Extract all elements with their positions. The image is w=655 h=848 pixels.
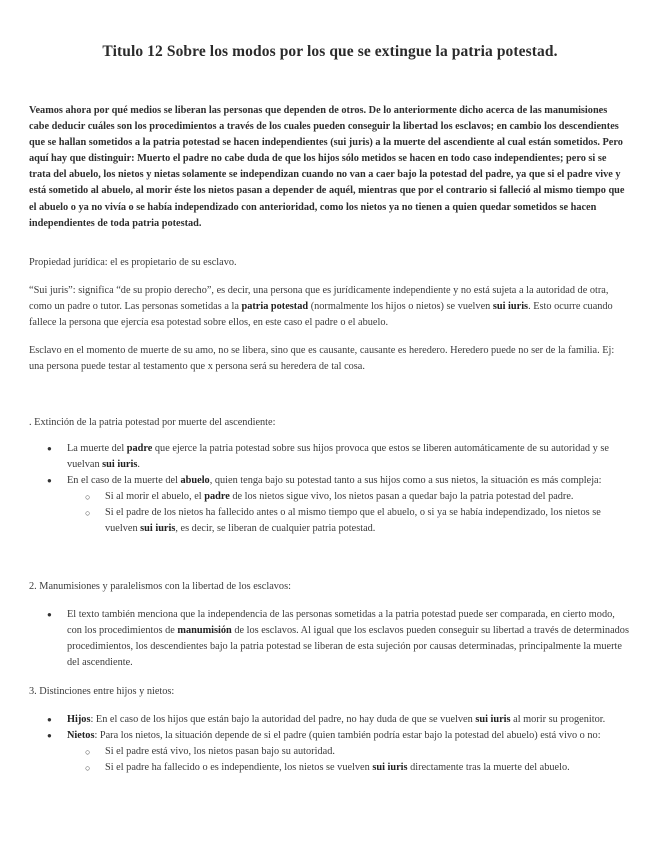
paragraph-propiedad: Propiedad jurídica: el es propietario de su esclavo.	[29, 257, 237, 268]
paragraph-sui-juris: “Sui juris”: significa “de su propio derecho”, es decir, una persona que es jurídicamente independiente y no está sujeta a la autoridad de otra, como un padre o tutor. Las personas sometidas a la patria potestad (normalmente los hijos o nietos) se vuelven sui iuris. Esto ocurre cuando fallece la persona que ejercía esa potestad sobre ellos, en este caso el padre o el abuelo.	[29, 285, 613, 329]
sub-list-item: ○ Si el padre está vivo, los nietos pasan bajo su autoridad.	[67, 744, 629, 760]
sub-list	[67, 744, 629, 776]
section-1-list	[29, 441, 629, 537]
list-item: ● Hijos: En el caso de los hijos que están bajo la autoridad del padre, no hay duda de que se vuelven sui iuris al morir su progenitor.	[29, 712, 629, 728]
sub-list-item: ○ Si el padre de los nietos ha fallecido antes o al mismo tiempo que el abuelo, o si ya se había independizado, los nietos se vuelven sui iuris, es decir, se liberan de cualquier patria potestad.	[67, 505, 629, 537]
list-item: ● En el caso de la muerte del abuelo, quien tenga bajo su potestad tanto a sus hijos como a sus nietos, la situación es más compleja: ○ Si al morir el abuelo, el padre de los nietos sigue vivo, los nietos pasan a quedar bajo la patria potestad del padre. ○ Si el padre de los nietos ha fallecido antes o al mismo tiempo que el abuelo, o si ya se había independizado, los nietos se vuelven sui iuris, es decir, se liberan de cualquier patria potestad.	[29, 473, 629, 537]
page-title: Titulo 12 Sobre los modos por los que se extingue la patria potestad.	[102, 43, 558, 60]
intro-paragraph: Veamos ahora por qué medios se liberan las personas que dependen de otros. De lo anteriormente dicho acerca de las manumisiones cabe deducir cuáles son los procedimientos a través de los cuales pueden conseguir la libertad los esclavos; en cambio los descendientes que se hallan sometidos a la patria potestad se hacen independientes (sui juris) a la muerte del ascendiente al cual están sometidos. Pero aquí hay que distinguir: Muerto el padre no cabe duda de que los hijos sólo metidos se hacen en todo caso independientes; pero si se trata del abuelo, los nietos y nietas solamente se independizan cuando no van a caer bajo la potestad del padre, ya que si el padre vive y está sometido al abuelo, al morir éste los nietos pasan a depender de aquél, mientras que por el contrario si falleció al mismo tiempo que el abuelo o ya no vivía o se había independizado con anterioridad, como los nietos ya no tienen a quien quedar sometidos se hacen independientes de toda patria potestad.	[29, 105, 625, 229]
sub-list-item: ○ Si el padre ha fallecido o es independiente, los nietos se vuelven sui iuris directamente tras la muerte del abuelo.	[67, 760, 629, 776]
section-1-heading: . Extinción de la patria potestad por muerte del ascendiente:	[29, 417, 276, 428]
section-2-heading: 2. Manumisiones y paralelismos con la libertad de los esclavos:	[29, 581, 291, 592]
list-item: ● Nietos: Para los nietos, la situación depende de si el padre (quien también podría estar bajo la potestad del abuelo) está vivo o no: ○ Si el padre está vivo, los nietos pasan bajo su autoridad. ○ Si el padre ha fallecido o es independiente, los nietos se vuelven sui iuris directamente tras la muerte del abuelo.	[29, 728, 629, 776]
section-3-heading: 3. Distinciones entre hijos y nietos:	[29, 686, 175, 697]
sub-list-item: ○ Si al morir el abuelo, el padre de los nietos sigue vivo, los nietos pasan a quedar bajo la patria potestad del padre.	[67, 489, 629, 505]
list-item: ● La muerte del padre que ejerce la patria potestad sobre sus hijos provoca que estos se liberen automáticamente de su autoridad y se vuelvan sui iuris.	[29, 441, 629, 473]
section-3-list	[29, 712, 629, 776]
list-item: ● El texto también menciona que la independencia de las personas sometidas a la patria potestad puede ser comparada, en cierto modo, con los procedimientos de manumisión de los esclavos. Al igual que los esclavos pueden conseguir su libertad a través de determinados procedimientos, los descendientes bajo la patria potestad se liberan de esta sujeción por causas determinadas, principalmente la muerte del ascendiente.	[29, 607, 629, 671]
sub-list	[67, 489, 629, 537]
section-2-list	[29, 607, 629, 671]
paragraph-esclavo: Esclavo en el momento de muerte de su amo, no se libera, sino que es causante, causante es heredero. Heredero puede no ser de la familia. Ej: una persona puede testar al testamento que x persona será su heredera de tal cosa.	[29, 345, 615, 373]
